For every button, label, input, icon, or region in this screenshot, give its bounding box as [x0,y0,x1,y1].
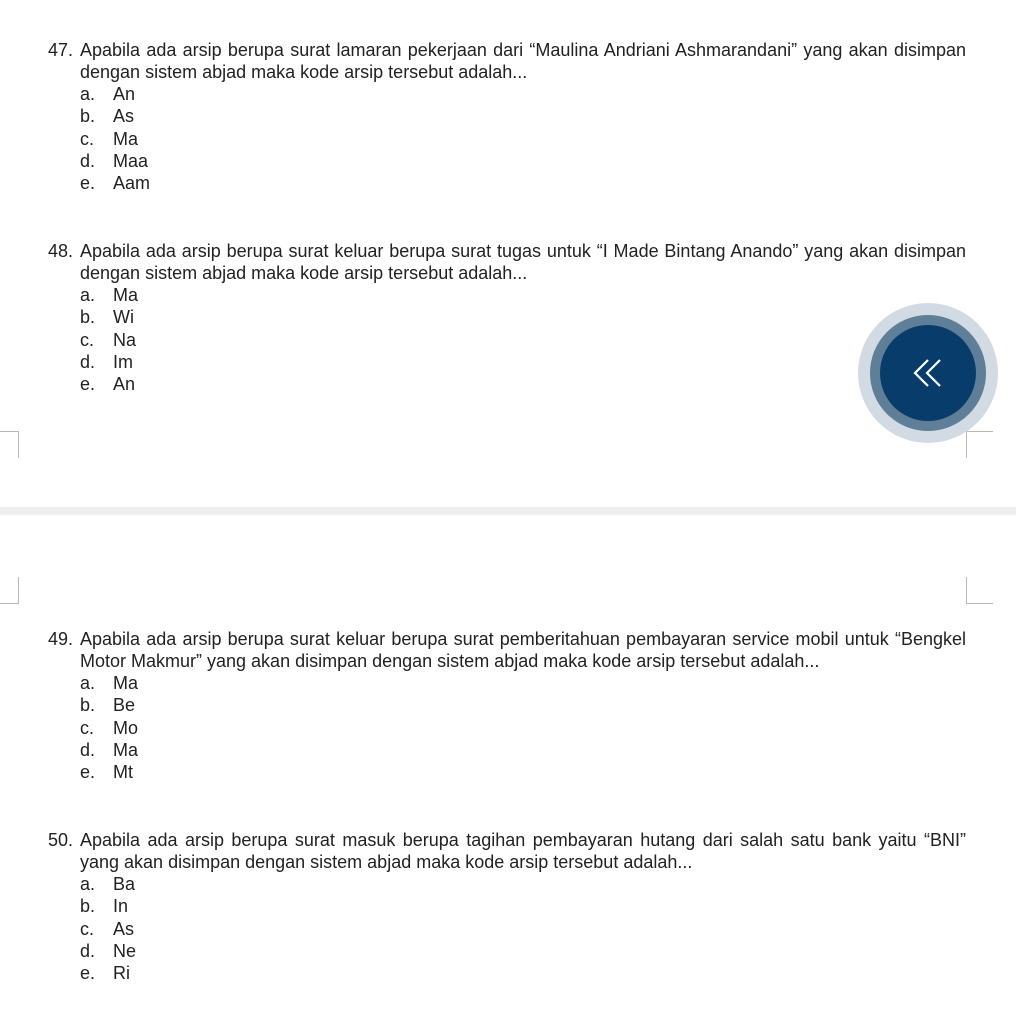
option-letter: b. [80,896,96,917]
question-text: Apabila ada arsip berupa surat keluar berupa surat tugas untuk “I Made Bintang Anando” yang akan disimpan dengan sistem abjad maka kode arsip tersebut adalah... [80,241,966,283]
option-letter: a. [80,673,96,694]
option-b[interactable] [80,895,966,917]
option-d[interactable] [80,940,966,962]
option-letter: a. [80,874,96,895]
option-c[interactable] [80,128,966,150]
option-letter: c. [80,329,95,350]
page-corner-mark [966,577,993,604]
option-letter: c. [80,717,95,738]
double-chevron-left-icon [911,358,945,388]
option-d[interactable] [80,351,966,373]
option-text: Mt [113,762,133,783]
option-a[interactable] [80,873,966,895]
option-letter: e. [80,173,96,194]
option-text: Be [113,695,136,716]
question-text: Apabila ada arsip berupa surat masuk berupa tagihan pembayaran hutang dari salah satu bank yaitu “BNI” yang akan disimpan dengan sistem abjad maka kode arsip tersebut adalah... [80,830,966,872]
question-stem [48,628,966,672]
option-d[interactable] [80,150,966,172]
option-letter: d. [80,151,96,172]
option-letter: e. [80,963,96,984]
option-d[interactable] [80,739,966,761]
collapse-panel-button[interactable] [880,325,976,421]
option-text: An [113,84,136,105]
question-50 [48,829,966,984]
option-letter: b. [80,695,96,716]
option-e[interactable] [80,761,966,783]
option-text: Ri [113,963,130,984]
option-text: Maa [113,151,149,172]
option-b[interactable] [80,105,966,127]
question-stem [48,39,966,83]
answer-options [80,83,966,194]
option-c[interactable] [80,717,966,739]
question-stem [48,240,966,284]
option-text: Im [113,352,133,373]
option-letter: e. [80,762,96,783]
option-c[interactable] [80,918,966,940]
page-corner-mark [0,431,19,458]
question-text: Apabila ada arsip berupa surat lamaran pekerjaan dari “Maulina Andriani Ashmarandani” yang akan disimpan dengan sistem abjad maka kode arsip tersebut adalah... [80,40,966,82]
option-letter: e. [80,374,96,395]
page-corner-mark [966,431,993,458]
option-letter: d. [80,352,96,373]
option-b[interactable] [80,306,966,328]
question-49 [48,628,966,783]
question-stem [48,829,966,873]
option-text: Ne [113,941,137,962]
option-letter: c. [80,918,95,939]
option-text: Aam [113,173,151,194]
option-text: As [113,106,135,127]
option-text: Mo [113,717,139,738]
option-text: An [113,374,136,395]
option-e[interactable] [80,373,966,395]
option-text: In [113,896,129,917]
question-number: 49. [48,629,74,649]
option-letter: b. [80,106,96,127]
page-corner-mark [0,577,19,604]
option-e[interactable] [80,172,966,194]
question-48 [48,240,966,395]
answer-options [80,873,966,984]
option-text: Ma [113,673,139,694]
option-letter: a. [80,285,96,306]
answer-options [80,672,966,783]
option-text: Wi [113,307,134,328]
option-letter: a. [80,84,96,105]
option-c[interactable] [80,329,966,351]
question-number: 50. [48,830,74,850]
option-e[interactable] [80,962,966,984]
option-a[interactable] [80,83,966,105]
answer-options [80,284,966,395]
option-text: Ma [113,285,139,306]
question-number: 48. [48,241,74,261]
option-text: Ba [113,874,136,895]
option-letter: d. [80,740,96,761]
option-a[interactable] [80,284,966,306]
option-a[interactable] [80,672,966,694]
option-text: Ma [113,128,139,149]
option-letter: b. [80,307,96,328]
option-letter: d. [80,941,96,962]
question-47 [48,39,966,194]
option-letter: c. [80,128,95,149]
option-text: Na [113,329,137,350]
option-text: Ma [113,740,139,761]
option-b[interactable] [80,694,966,716]
question-number: 47. [48,40,74,60]
question-text: Apabila ada arsip berupa surat keluar berupa surat pemberitahuan pembayaran service mobil untuk “Bengkel Motor Makmur” yang akan disimpan dengan sistem abjad maka kode arsip tersebut adalah... [80,629,966,671]
page-separator [0,507,1016,515]
option-text: As [113,918,135,939]
